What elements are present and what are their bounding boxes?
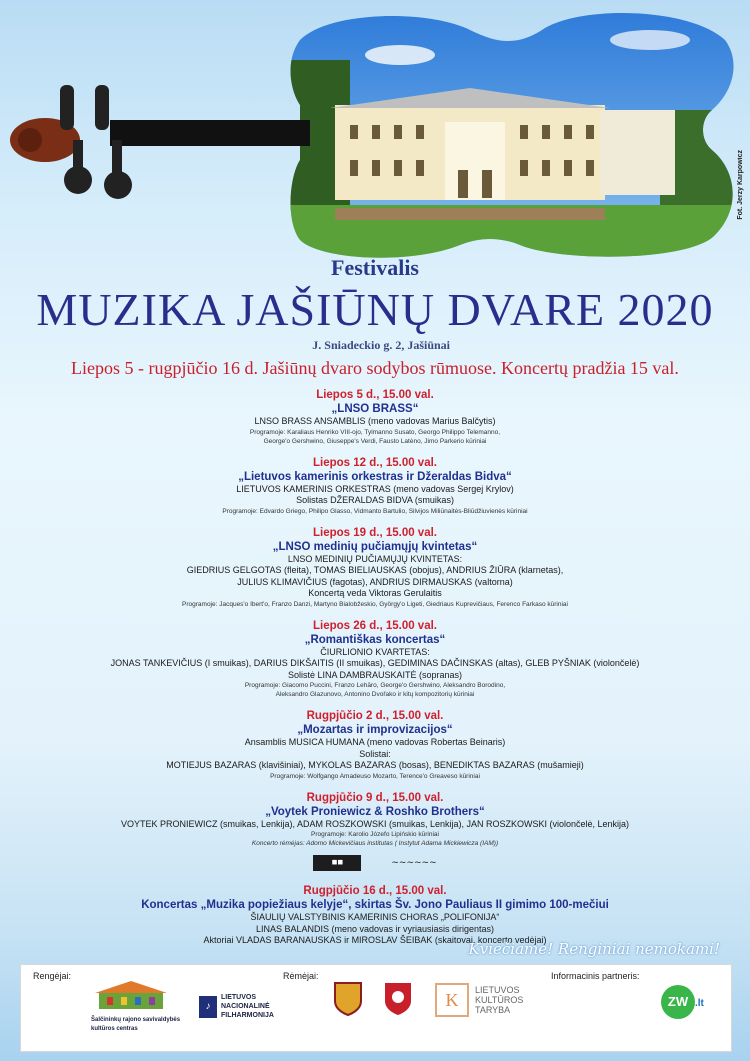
event-program: Programoje: Karolio Józefo Lipińskio kūriniai (311, 831, 439, 838)
salcininku-culture-center-logo: Šalčininkų rajono savivaldybės kultūros centras (91, 979, 181, 1034)
event-line: LINAS BALANDIS (meno vadovas ir vyriausiasis dirigentas) (255, 923, 495, 934)
event-date: Rugpjūčio 2 d., 15.00 val. (306, 710, 444, 722)
event-title: „LNSO medinių pučiamųjų kvintetas“ (272, 540, 478, 553)
event-program: Aleksandro Glazunovo, Antonino Dvořako ir kitų kompozitorių kūriniai (275, 691, 475, 698)
event-item (0, 619, 750, 700)
event-line: JONAS TANKEVIČIUS (I smuikas), DARIUS DIKŠAITIS (II smuikas), GEDIMINAS DAČINSKAS (altas), GLEB PYŠNIAK (violončelė) (110, 658, 640, 668)
event-date: Liepos 26 d., 15.00 val. (312, 619, 437, 632)
event-title: „Lietuvos kamerinis orkestras ir Džeraldas Bidva“ (238, 470, 512, 483)
event-line: Solistas DŽERALDAS BIDVA (smuikas) (296, 495, 454, 505)
salcininku-municipality-crest (333, 981, 363, 1022)
lietuvos-kulturos-taryba-logo: K LIETUVOS KULTŪROS TARYBA (435, 983, 523, 1017)
festival-label: Festivalis (331, 255, 419, 280)
invitation-text: Kviečiame! Renginiai nemokami! (468, 940, 720, 958)
event-date: Liepos 5 d., 15.00 val. (316, 389, 434, 401)
event-date: Rugpjūčio 9 d., 15.00 val. (306, 791, 444, 804)
event-line: JULIUS KLIMAVIČIUS (fagotas), ANDRIUS DIRMAUSKAS (valtorna) (237, 576, 513, 587)
event-date: Liepos 19 d., 15.00 val. (312, 526, 437, 539)
event-title: „Mozartas ir improvizacijos“ (297, 724, 453, 736)
filharmonija-logo: ♪ LIETUVOS NACIONALINĖ FILHARMONIJA (199, 993, 274, 1020)
event-title: „Voytek Proniewicz & Roshko Brothers“ (265, 805, 485, 818)
event-line: LNSO MEDINIŲ PUČIAMŲJŲ KVINTETAS: (287, 553, 463, 564)
event-date: Liepos 12 d., 15.00 val. (312, 456, 437, 469)
event-line: Aktoriai VLADAS BARANAUSKAS ir MIROSLAV ŠEIBAK (skaitovai, koncerto vedėjai) (203, 935, 547, 945)
house-icon (91, 979, 171, 1011)
sponsor-script-logo: ~~~~~~ (391, 858, 437, 868)
event-program: Programoje: Giacomo Puccini, Franzo Lehāro, George'o Gershwino, Aleksandro Borodino, (244, 682, 506, 689)
iam-logo: ◼◼ (313, 855, 361, 871)
photo-credit: Fot. Jerzy Karpowicz (737, 150, 744, 220)
event-line: Koncertą veda Viktoras Gerulaitis (308, 588, 442, 598)
page-title: MUZIKA JAŠIŪNŲ DVARE 2020 (36, 284, 714, 335)
event-date: Rugpjūčio 16 d., 15.00 val. (303, 885, 447, 897)
event-line: ŠIAULIŲ VALSTYBINIS KAMERINIS CHORAS „POLIFONIJA“ (250, 912, 500, 922)
event-program: Programoje: Karaliaus Henriko VIII-ojo, Tylmanno Susato, Georgo Philippo Telemanno, (249, 428, 501, 436)
event-item (0, 884, 750, 947)
sponsors-footer (20, 964, 732, 1052)
event-item (0, 526, 750, 609)
hero-violin-image (0, 0, 750, 270)
event-line: Solistė LINA DAMBRAUSKAITĖ (sopranas) (287, 669, 463, 680)
program-list (0, 388, 750, 957)
sponsor-logos (0, 852, 750, 874)
partner-label: Informacinis partneris: (551, 971, 640, 981)
event-program: Programoje: Wolfgango Amadeuso Mozarto, Terence'o Greaveso kūriniai (270, 772, 480, 780)
festival-dates: Liepos 5 - rugpjūčio 16 d. Jašiūnų dvaro sodybos rūmuose. Koncertų pradžia 15 val. (71, 358, 679, 378)
filharmonija-icon: ♪ (199, 996, 217, 1018)
venue-address: J. Sniadeckio g. 2, Jašiūnai (312, 338, 450, 352)
event-item (0, 388, 750, 446)
event-item (0, 456, 750, 516)
event-line: Solistai: (359, 748, 391, 759)
event-sponsor: Koncerto rėmėjas: Adomo Mickevičiaus institutas ( Instytut Adama Mickiewicza (IAM)) (251, 840, 499, 847)
event-program: George'o Gershwino, Giuseppe's Verdi, Fausto Latėno, Jimo Parkerio kūriniai (263, 437, 487, 445)
event-item (0, 791, 750, 875)
k-icon: K (435, 983, 469, 1017)
event-title: „Romantiškas koncertas“ (304, 633, 446, 646)
event-program: Programoje: Jacques'o Ibert'o, Franzo Danzi, Martyno Bialobžeskio, György'o Ligeti, Giedriaus Kuprevičiaus, Ferenco Farkaso kūriniai (182, 600, 568, 608)
event-line: Ansamblis MUSICA HUMANA (meno vadovas Robertas Beinaris) (244, 737, 506, 747)
event-line: MOTIEJUS BAZARAS (klavišiniai), MYKOLAS BAZARAS (bosas), BENEDIKTAS BAZARAS (mušamieji) (166, 760, 584, 770)
event-line: LNSO BRASS ANSAMBLIS (meno vadovas Marius Balčytis) (254, 416, 496, 426)
ministry-of-culture-crest (383, 981, 413, 1022)
event-item (0, 709, 750, 781)
zw-lt-logo: ZW .lt (661, 985, 704, 1019)
event-line: ČIURLIONIO KVARTETAS: (320, 646, 430, 657)
event-line: LIETUVOS KAMERINIS ORKESTRAS (meno vadovas Sergej Krylov) (236, 483, 514, 494)
organizers-label: Rengėjai: (33, 971, 72, 981)
event-line: VOYTEK PRONIEWICZ (smuikas, Lenkija), ADAM ROSZKOWSKI (smuikas, Lenkija), JAN ROSZKOWSKI (violončelė, Lenkija) (120, 818, 630, 829)
event-line: GIEDRIUS GELGOTAS (fleita), TOMAS BIELIAUSKAS (obojus), ANDRIUS ŽIŪRA (klarnetas), (186, 565, 564, 575)
violin-scroll (10, 85, 310, 199)
event-title: Koncertas „Muzika popiežiaus kelyje“, skirtas Šv. Jono Pauliaus II gimimo 100-mečiui (141, 899, 609, 911)
event-program: Programoje: Edvardo Griego, Philipo Glasso, Vidmanto Bartulio, Silvijos Miliūnaitės-Bliūdžiuvienės kūriniai (222, 507, 528, 515)
event-title: „LNSO BRASS“ (331, 403, 419, 415)
supporters-label: Rėmėjai: (283, 971, 319, 981)
